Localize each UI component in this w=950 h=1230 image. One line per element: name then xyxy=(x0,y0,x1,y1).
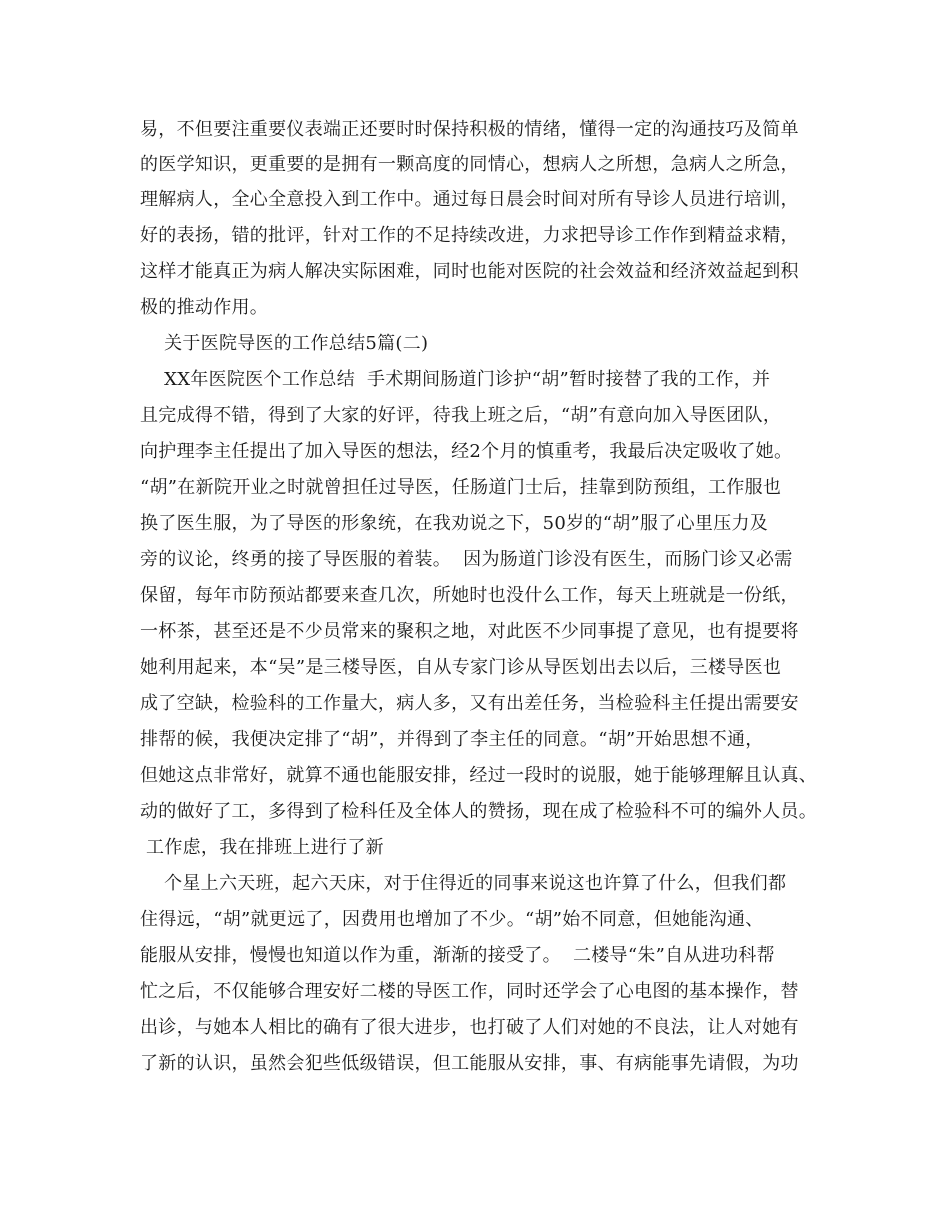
text-line: 出诊，与她本人相比的确有了很大进步，也打破了人们对她的不良法，让人对她有 xyxy=(140,1017,799,1038)
text-line: 能服从安排，慢慢也知道以作为重，渐渐的接受了。 二楼导“朱”自从进功科帮 xyxy=(140,945,775,966)
text-line: 理解病人，全心全意投入到工作中。通过每日晨会时间对所有导诊人员进行培训， xyxy=(140,189,799,210)
text-line: XX年医院医个工作总结 手术期间肠道门诊护“胡”暂时接替了我的工作，并 xyxy=(140,369,771,390)
text-line: 且完成得不错，得到了大家的好评，待我上班之后，“胡”有意向加入导医团队， xyxy=(140,405,782,426)
section-heading: 关于医院导医的工作总结5篇(二) xyxy=(140,333,429,354)
text-line: 换了医生服，为了导医的形象统，在我劝说之下，50岁的“胡”服了心里压力及 xyxy=(140,513,769,534)
text-line: 住得远，“胡”就更远了，因费用也增加了不少。“胡”始不同意，但她能沟通、 xyxy=(140,909,764,930)
text-line: 极的推动作用。 xyxy=(140,297,269,318)
text-line: 个星上六天班，起六天床，对于住得近的同事来说这也许算了什么，但我们都 xyxy=(140,873,787,894)
text-line: 动的做好了工，多得到了检科任及全体人的赞扬，现在成了检验科不可的编外人员。 xyxy=(140,801,818,822)
text-line: 排帮的候，我便决定排了“胡”，并得到了李主任的同意。“胡”开始思想不通， xyxy=(140,729,764,750)
text-line: 她利用起来，本“吴”是三楼导医，自从专家门诊从导医划出去以后，三楼导医也 xyxy=(140,657,782,678)
text-line: 易，不但要注重要仪表端正还要时时保持积极的情绪，懂得一定的沟通技巧及简单 xyxy=(140,119,799,140)
text-line: 向护理李主任提出了加入导医的想法，经2个月的慎重考，我最后决定吸收了她。 xyxy=(140,441,793,462)
text-line: 忙之后，不仅能够合理安好二楼的导医工作，同时还学会了心电图的基本操作，替 xyxy=(140,981,799,1002)
text-line: 了新的认识，虽然会犯些低级错误，但工能服从安排，事、有病能事先请假，为功 xyxy=(140,1053,799,1074)
text-line: 的医学知识，更重要的是拥有一颗高度的同情心，想病人之所想，急病人之所急， xyxy=(140,154,799,175)
text-line: 工作虑，我在排班上进行了新 xyxy=(140,837,384,858)
text-line: 成了空缺，检验科的工作量大，病人多，又有出差任务，当检验科主任提出需要安 xyxy=(140,693,799,714)
text-line: 但她这点非常好，就算不通也能服安排，经过一段时的说服，她于能够理解且认真、 xyxy=(140,765,818,786)
text-line: 好的表扬，错的批评，针对工作的不足持续改进，力求把导诊工作作到精益求精， xyxy=(140,225,799,246)
text-line: 一杯茶，甚至还是不少员常来的聚积之地，对此医不少同事提了意见，也有提要将 xyxy=(140,621,799,642)
text-line: 旁的议论，终勇的接了导医服的着装。 因为肠道门诊没有医生，而肠门诊又必需 xyxy=(140,549,793,570)
text-line: “胡”在新院开业之时就曾担任过导医，任肠道门士后，挂靠到防预组，工作服也 xyxy=(140,477,782,498)
text-line: 这样才能真正为病人解决实际困难，同时也能对医院的社会效益和经济效益起到积 xyxy=(140,261,799,282)
text-line: 保留，每年市防预站都要来查几次，所她时也没什么工作，每天上班就是一份纸， xyxy=(140,585,799,606)
